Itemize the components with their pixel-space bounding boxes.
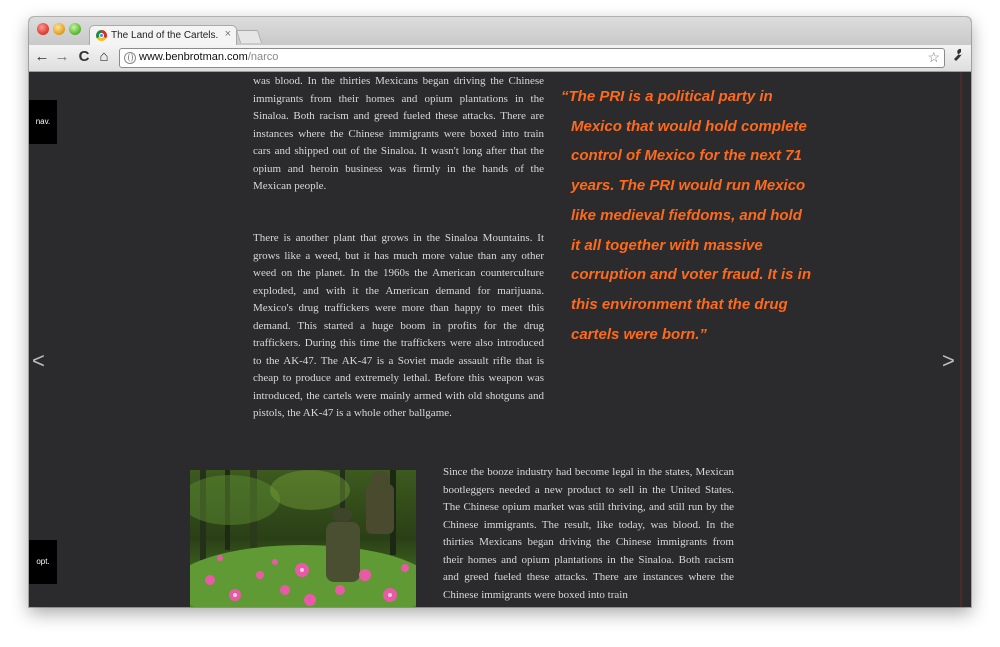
tab-close-icon[interactable]: × <box>224 28 231 40</box>
url-text[interactable] <box>139 51 278 63</box>
browser-window <box>29 17 971 607</box>
home-icon[interactable]: ⌂ <box>99 48 109 65</box>
article-page <box>29 72 971 607</box>
forward-arrow-icon[interactable]: → <box>54 48 70 65</box>
reload-icon[interactable]: C <box>78 48 90 65</box>
bookmark-star-icon[interactable]: ☆ <box>927 49 940 65</box>
url-path: /narco <box>247 51 279 63</box>
globe-icon <box>124 52 136 64</box>
pull-quote: “The PRI is a political party in Mexico that would hold complete control of Mexico for the next 71 years. The PRI would run Mexico like medieval fiefdoms, and hold it all together with massive corruption and voter fraud. It is in this environment that the drug cartels were born.” <box>561 88 812 343</box>
soldiers-in-poppy-field-photo <box>190 470 416 607</box>
article-paragraph-3: Since the booze industry had become legal in the states, Mexican bootleggers needed a new product to sell in the United States. The Chinese opium market was still thriving, and still run by the Chinese immigrants. The result, like today, was blood. In the thirties Mexicans began driving the Chinese immigrants from their homes and opium plantations in the Sinaloa. Both racism and greed fueled these attacks. There are instances where the Chinese immigrants were boxed into train <box>443 466 734 601</box>
maximize-window-button[interactable] <box>69 23 81 35</box>
wrench-menu-icon[interactable] <box>953 48 965 65</box>
wrench-svg <box>953 48 965 62</box>
options-button[interactable]: opt. <box>29 540 57 584</box>
next-page-arrow[interactable]: > <box>942 348 955 373</box>
article-paragraph-1: was blood. In the thirties Mexicans began driving the Chinese immigrants from their homes and opium plantations in the Sinaloa. Both racism and greed fueled these attacks. There are instances where the Chinese immigrants were boxed into train cars and shipped out of the Sinaloa. It wasn't long after that the opium and heroin business was firmly in the hands of the Mexican people. <box>253 75 544 192</box>
tab-strip <box>29 17 971 45</box>
photo-illustration <box>190 470 416 607</box>
url-host: www.benbrotman.com <box>139 51 248 63</box>
article-paragraph-2: There is another plant that grows in the Sinaloa Mountains. It grows like a weed, but it has much more value than any other weed on the planet. In the 1960s the American counterculture exploded, and with it the American demand for marijuana. Mexico's drug traffickers were more than happy to meet this demand. This started a huge boom in profits for the drug traffickers. During this time the traffickers were also introduced to the AK-47. The AK-47 is a Soviet made assault rifle that is cheap to produce and extremely lethal. Before this weapon was introduced, the cartels were mainly armed with old shotguns and pistols, the AK-47 is a whole other ballgame. <box>253 232 544 419</box>
new-tab-button[interactable] <box>236 30 262 43</box>
address-bar[interactable] <box>119 48 945 68</box>
chrome-favicon-icon <box>96 30 107 41</box>
browser-tab[interactable] <box>89 25 237 46</box>
previous-page-arrow[interactable]: < <box>32 348 45 373</box>
tab-title: The Land of the Cartels. <box>111 30 219 41</box>
nav-button[interactable]: nav. <box>29 100 57 144</box>
close-window-button[interactable] <box>37 23 49 35</box>
browser-toolbar <box>29 45 971 72</box>
back-arrow-icon[interactable]: ← <box>34 48 50 65</box>
minimize-window-button[interactable] <box>53 23 65 35</box>
page-edge-divider <box>960 72 962 607</box>
